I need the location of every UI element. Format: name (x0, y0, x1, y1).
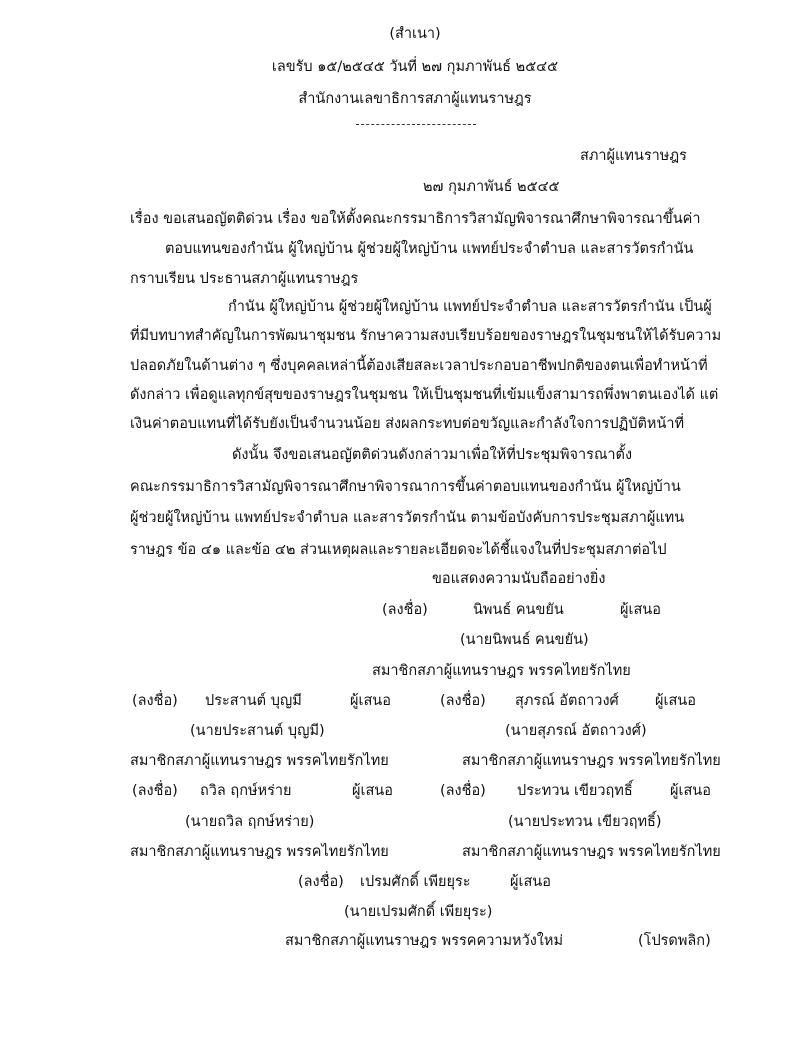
body-line: เงินค่าตอบแทนที่ได้รับยังเป็นจำนวนน้อย ส่งผลกระทบต่อขวัญและกำลังใจการปฏิบัติหน้าที่ (130, 416, 685, 432)
copy-label: (สำเนา) (389, 26, 441, 42)
signer-position: สมาชิกสภาผู้แทนราษฎร พรรคไทยรักไทย (130, 844, 389, 860)
signer-name: ประทวน เขียวฤทธิ์ (517, 783, 633, 799)
signer-position: สมาชิกสภาผู้แทนราษฎร พรรคไทยรักไทย (462, 753, 721, 769)
office-name: สำนักงานเลขาธิการสภาผู้แทนราษฎร (298, 91, 532, 107)
signer-role: ผู้เสนอ (352, 783, 393, 799)
body-line: ที่มีบทบาทสำคัญในการพัฒนาชุมชน รักษาความสงบเรียบร้อยของราษฎรในชุมชนให้ได้รับความ (130, 328, 722, 344)
receipt-line: เลขรับ ๑๕/๒๕๔๕ วันที่ ๒๗ กุมภาพันธ์ ๒๕๔๕ (271, 59, 559, 75)
signer-role: ผู้เสนอ (350, 693, 391, 709)
signer-role: ผู้เสนอ (670, 783, 711, 799)
body-line: ดังกล่าว เพื่อดูแลทุกข์สุขของราษฎรในชุมชน ให้เป็นชุมชนที่เข้มแข็งสามารถพึ่งพาตนเองได้ แต่ (130, 387, 719, 403)
sign-label: (ลงชื่อ) (132, 693, 178, 709)
salutation: กราบเรียน ประธานสภาผู้แทนราษฎร (130, 271, 359, 287)
sign-label: (ลงชื่อ) (132, 783, 178, 799)
body-line: กำนัน ผู้ใหญ่บ้าน ผู้ช่วยผู้ใหญ่บ้าน แพทย์ประจำตำบล และสารวัตรกำนัน เป็นผู้ (228, 299, 712, 315)
signer-full-name: (นายสุภรณ์ อัตถาวงศ์) (505, 723, 647, 739)
sign-label: (ลงชื่อ) (298, 874, 344, 890)
subject-line-1: เรื่อง ขอเสนอญัตติด่วน เรื่อง ขอให้ตั้งคณะกรรมาธิการวิสามัญพิจารณาศึกษาพิจารณาขึ้นค่า (130, 211, 701, 227)
closing: ขอแสดงความนับถืออย่างยิ่ง (432, 571, 606, 587)
sign-label: (ลงชื่อ) (440, 783, 486, 799)
turn-over-note: (โปรดพลิก) (638, 933, 711, 949)
signer-name: สุภรณ์ อัตถาวงศ์ (515, 693, 619, 709)
request-line: คณะกรรมาธิการวิสามัญพิจารณาศึกษาพิจารณาการขึ้นค่าตอบแทนของกำนัน ผู้ใหญ่บ้าน (130, 479, 681, 495)
body-line: ปลอดภัยในด้านต่าง ๆ ซึ่งบุคคลเหล่านี้ต้องเสียสละเวลาประกอบอาชีพปกติของตนเพื่อทำหน้าที่ (130, 358, 708, 374)
separator-line (356, 124, 476, 125)
letter-place: สภาผู้แทนราษฎร (580, 148, 687, 164)
signer-name: นิพนธ์ คนขยัน (473, 602, 564, 618)
signer-full-name: (นายถวิล ฤกษ์หร่าย) (185, 814, 315, 830)
signer-full-name: (นายประทวน เขียวฤทธิ์) (508, 814, 662, 830)
sign-label: (ลงชื่อ) (440, 693, 486, 709)
signer-role: ผู้เสนอ (620, 602, 661, 618)
signer-role: ผู้เสนอ (655, 693, 696, 709)
request-line: ราษฎร ข้อ ๔๑ และข้อ ๔๒ ส่วนเหตุผลและรายละเอียดจะได้ชี้แจงในที่ประชุมสภาต่อไป (130, 542, 667, 558)
request-line: ผู้ช่วยผู้ใหญ่บ้าน แพทย์ประจำตำบล และสารวัตรกำนัน ตามข้อบังคับการประชุมสภาผู้แทน (130, 510, 685, 526)
signer-position: สมาชิกสภาผู้แทนราษฎร พรรคไทยรักไทย (130, 753, 389, 769)
signer-name: ประสานต์ บุญมี (205, 693, 302, 709)
signer-position: สมาชิกสภาผู้แทนราษฎร พรรคความหวังใหม่ (285, 933, 564, 949)
letter-date: ๒๗ กุมภาพันธ์ ๒๕๔๕ (423, 179, 560, 195)
request-line: ดังนั้น จึงขอเสนอญัตติด่วนดังกล่าวมาเพื่อให้ที่ประชุมพิจารณาตั้ง (232, 447, 633, 463)
signer-full-name: (นายประสานต์ บุญมี) (190, 723, 325, 739)
sign-label: (ลงชื่อ) (382, 602, 428, 618)
signer-name: เปรมศักดิ์ เพียยุระ (360, 874, 471, 890)
signer-position: สมาชิกสภาผู้แทนราษฎร พรรคไทยรักไทย (462, 844, 721, 860)
subject-line-2: ตอบแทนของกำนัน ผู้ใหญ่บ้าน ผู้ช่วยผู้ใหญ่บ้าน แพทย์ประจำตำบล และสารวัตรกำนัน (165, 241, 694, 257)
signer-full-name: (นายเปรมศักดิ์ เพียยุระ) (344, 904, 493, 920)
signer-role: ผู้เสนอ (510, 874, 551, 890)
signer-name: ถวิล ฤกษ์หร่าย (200, 783, 292, 799)
signer-full-name: (นายนิพนธ์ คนขยัน) (460, 632, 589, 648)
signer-position: สมาชิกสภาผู้แทนราษฎร พรรคไทยรักไทย (372, 663, 631, 679)
